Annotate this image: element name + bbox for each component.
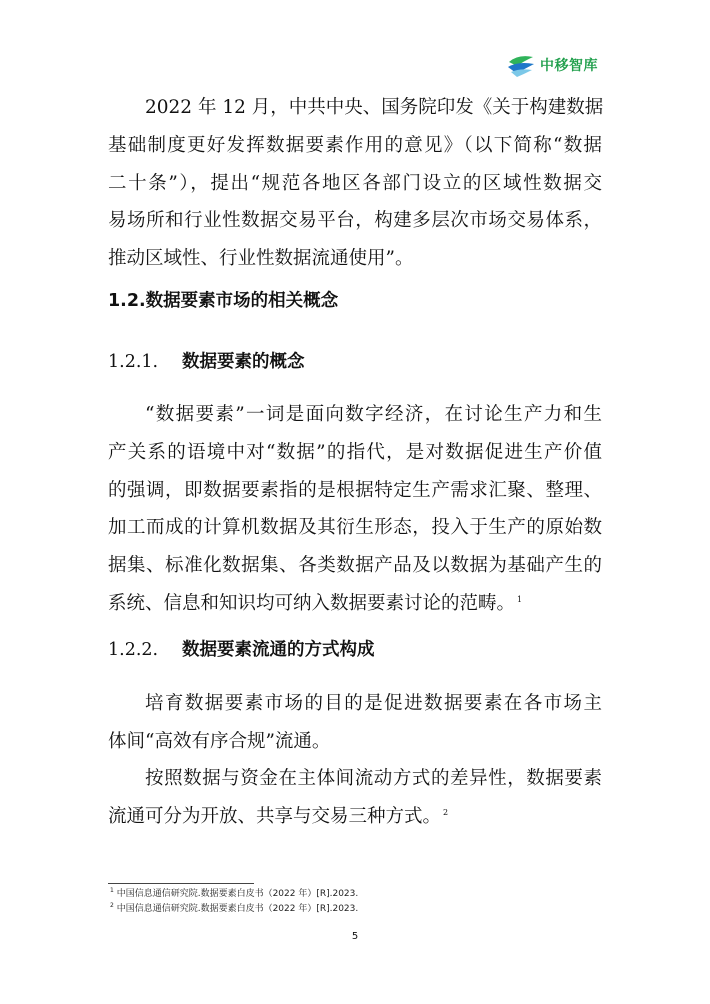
footnote-ref: 1	[517, 594, 523, 604]
company-logo	[506, 52, 598, 78]
text-line	[108, 798, 602, 836]
intro-paragraph	[108, 89, 602, 278]
footnote-2	[108, 903, 358, 915]
text-line: 据集、标准化数据集、各类数据产品及以数据为基础产生的	[108, 555, 602, 577]
text-line: 加工而成的计算机数据及其衍生形态，投入于生产的原始数	[108, 517, 602, 539]
section-heading-1-2-1	[108, 348, 305, 373]
footnote-mark: 2	[110, 902, 114, 909]
text-line: 二十条”），提出“规范各地区各部门设立的区域性数据交	[108, 172, 602, 194]
circulation-paragraph-2	[108, 760, 602, 836]
section-title: 数据要素的概念	[182, 352, 305, 372]
text-line: 2022 年 12 月，中共中央、国务院印发《关于构建数据	[145, 97, 604, 118]
section-number: 1.2.2.	[108, 640, 159, 660]
footnote-1	[108, 888, 358, 900]
text-line: 的强调，即数据要素指的是根据特定生产需求汇聚、整理、	[108, 479, 602, 501]
footnote-text: 中国信息通信研究院.数据要素白皮书（2022 年）[R].2023.	[116, 904, 359, 914]
footnote-ref: 2	[443, 807, 449, 817]
text-line: “数据要素”一词是面向数字经济，在讨论生产力和生	[145, 404, 602, 425]
section-heading-1-2: 1.2.数据要素市场的相关概念	[108, 291, 339, 311]
text-span: 系统、信息和知识均可纳入数据要素讨论的范畴。	[108, 592, 516, 614]
page-number: 5	[351, 931, 359, 942]
text-line: 培育数据要素市场的目的是促进数据要素在各市场主	[145, 693, 602, 714]
section-number: 1.2.1.	[108, 352, 159, 372]
text-line: 产关系的语境中对“数据”的指代，是对数据促进生产价值	[108, 441, 602, 463]
circulation-paragraph-1	[108, 685, 602, 761]
section-heading-1-2-2	[108, 636, 375, 661]
text-span: 流通可分为开放、共享与交易三种方式。	[108, 805, 442, 827]
logo-text: 中移智库	[540, 58, 598, 74]
text-line: 体间“高效有序合规”流通。	[108, 730, 331, 752]
text-line: 推动区域性、行业性数据流通使用”。	[108, 248, 414, 270]
data-element-concept-paragraph	[108, 396, 602, 623]
logo-mark-icon	[506, 52, 536, 78]
text-line	[108, 585, 602, 623]
section-title: 数据要素流通的方式构成	[182, 640, 375, 660]
footnote-mark: 1	[110, 887, 114, 894]
text-line: 按照数据与资金在主体间流动方式的差异性，数据要素	[145, 768, 602, 789]
footnote-text: 中国信息通信研究院.数据要素白皮书（2022 年）[R].2023.	[116, 889, 359, 899]
text-line: 基础制度更好发挥数据要素作用的意见》（以下简称“数据	[108, 134, 602, 156]
footnote-divider	[108, 883, 254, 884]
text-line: 易场所和行业性数据交易平台，构建多层次市场交易体系，	[108, 210, 602, 232]
